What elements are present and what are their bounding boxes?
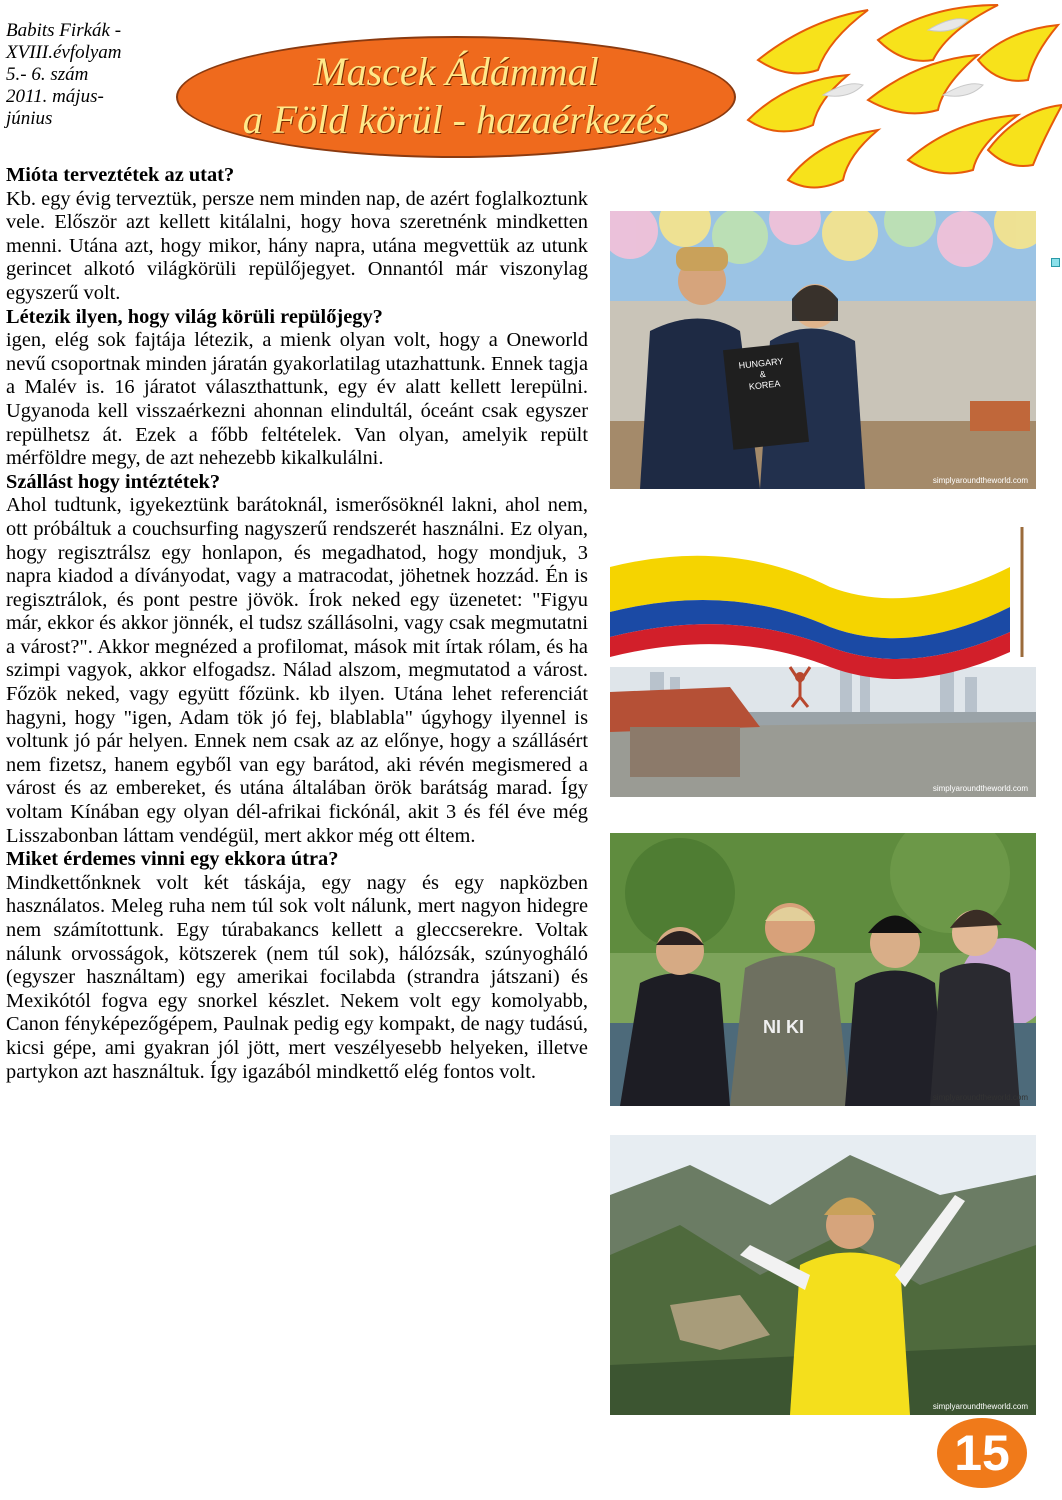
article-body xyxy=(6,164,588,1084)
article-title-line2: a Föld körül - hazaérkezés xyxy=(242,97,670,142)
photo-mountains-image xyxy=(610,1135,1036,1415)
photo-credit: simplyaroundtheworld.com xyxy=(932,784,1028,793)
photo-credit: simplyaroundtheworld.com xyxy=(932,1093,1028,1102)
masthead xyxy=(6,20,166,130)
answer-paragraph: Mindkettőnknek volt két táskája, egy nagy és egy napközben használatos. Meleg ruha nem túl sok volt nálunk, mert nagyon hidegre nem számítottunk. Egy túrabakancs kellett a gleccserekre. Voltak nálunk orvosságok, kötszerek (nem túl sok), hálózsák, szúnyogháló (egyszer használtam) egy amerikai focilabda (strandra játszani) és Mexikótól fogva egy snorkel készlet. Nekem volt egy komolyabb, Canon fényképezőgépem, Paulnak pedig egy kompakt, de nagy tudású, kicsi gépe, ami gyakran jól jött, mert veszélyesebb helyeken, illetve partykon azt használtuk. Így igazából mindkettő elég fontos volt. xyxy=(6,871,588,1083)
sign-text-hungary: HUNGARY xyxy=(738,356,784,371)
question-heading: Mióta terveztétek az utat? xyxy=(6,164,235,186)
sign-text-korea: KOREA xyxy=(748,378,781,392)
question-heading: Miket érdemes vinni egy ekkora útra? xyxy=(6,848,339,871)
question-heading: Szállást hogy intéztétek? xyxy=(6,470,221,493)
margin-marker-icon xyxy=(1051,258,1060,267)
photo-mountains xyxy=(610,1135,1036,1415)
masthead-date: 2011. május- xyxy=(6,86,104,107)
masthead-date-cont: június xyxy=(6,108,53,129)
article-title xyxy=(176,48,736,144)
photo-group-image xyxy=(610,833,1036,1106)
photo-flag-city xyxy=(610,527,1036,797)
photo-credit: simplyaroundtheworld.com xyxy=(932,1402,1028,1411)
photo-korea-image xyxy=(610,211,1036,489)
flame-decoration-icon xyxy=(728,0,1062,195)
photo-group xyxy=(610,833,1036,1106)
answer-paragraph: Kb. egy évig terveztük, persze nem minden nap, de azért foglalkoztunk vele. Először azt kellett kitálalni, hogy hova szeretnénk mindketten menni. Utána azt, hogy mikor, hány napra, utána megvettük az utunk gerincet alkotó világkörüli repülőjegyet. Onnantól már viszonylag egyszerű volt. xyxy=(6,187,588,304)
page-number: 15 xyxy=(937,1418,1027,1488)
photo-korea xyxy=(610,211,1036,489)
question-heading: Létezik ilyen, hogy világ körüli repülőjegy? xyxy=(6,305,383,328)
answer-paragraph: Ahol tudtunk, igyekeztünk barátoknál, ismerősöknél lakni, ahol nem, ott próbáltuk a couchsurfing nagyszerű rendszerét használni. Ez olyan, hogy regisztrálsz egy honlapon, és megadhatod, hogy mondjuk, 3 napra kiadod a díványodat, vagy a matracodat, jöhetnek hozzád. Én is regisztrálok, és pont pestre jövök. Írok neked egy üzenetet: "Figyu már, ekkor és akkor jönnék, el tudsz szállásolni, vagy csak megmutatni a várost?". Akkor megnézed a profilomat, mások mit írtak rólam, és ha szimpi vagyok, akkor elfogadsz. Nálad alszom, megmutatod a várost. Főzök neked, vagy együtt főzünk. kb ilyen. Utána lehet referenciát hagyni, hogy "igen, Adam tök jó fej, blablabla" úgyhogy ilyennel is voltunk jó pár helyen. Ennek nem csak az az előnye, hogy a szállásért nem fizetsz, hanem egyből van egy barátod, aki révén megismered a várost és az embereket, és utána általában örök barátság marad. Így voltam Kínában egy olyan dél-afrikai fickónál, akit 3 és fél éve még Lisszabonban láttam vendégül, mert akkor még ott éltem. xyxy=(6,494,588,847)
masthead-publication: Babits Firkák - xyxy=(6,20,122,41)
masthead-issue: 5.- 6. szám xyxy=(6,64,89,85)
masthead-volume: XVIII.évfolyam xyxy=(6,42,122,63)
shirt-text: NI KI xyxy=(763,1017,805,1037)
photo-flag-image xyxy=(610,527,1036,797)
photo-credit: simplyaroundtheworld.com xyxy=(932,476,1028,485)
answer-paragraph: igen, elég sok fajtája létezik, a mienk olyan volt, hogy a Oneworld nevű csoportnak minden járatán gyakorlatilag utazhattunk. Ennek tagja a Malév is. 16 járatot választhattunk, egy év alatt kellett lerepülni. Ugyanoda kell visszaérkezni ahonnan elindultál, óceánt csak egyszer repülhetsz át. Ezek a főbb feltételek. Van olyan, amelyik repült mérföldre megy, de azt nehezebb kikalkulálni. xyxy=(6,329,588,470)
sign-text-amp: & xyxy=(759,368,767,380)
article-title-line1: Mascek Ádámmal xyxy=(313,49,599,94)
